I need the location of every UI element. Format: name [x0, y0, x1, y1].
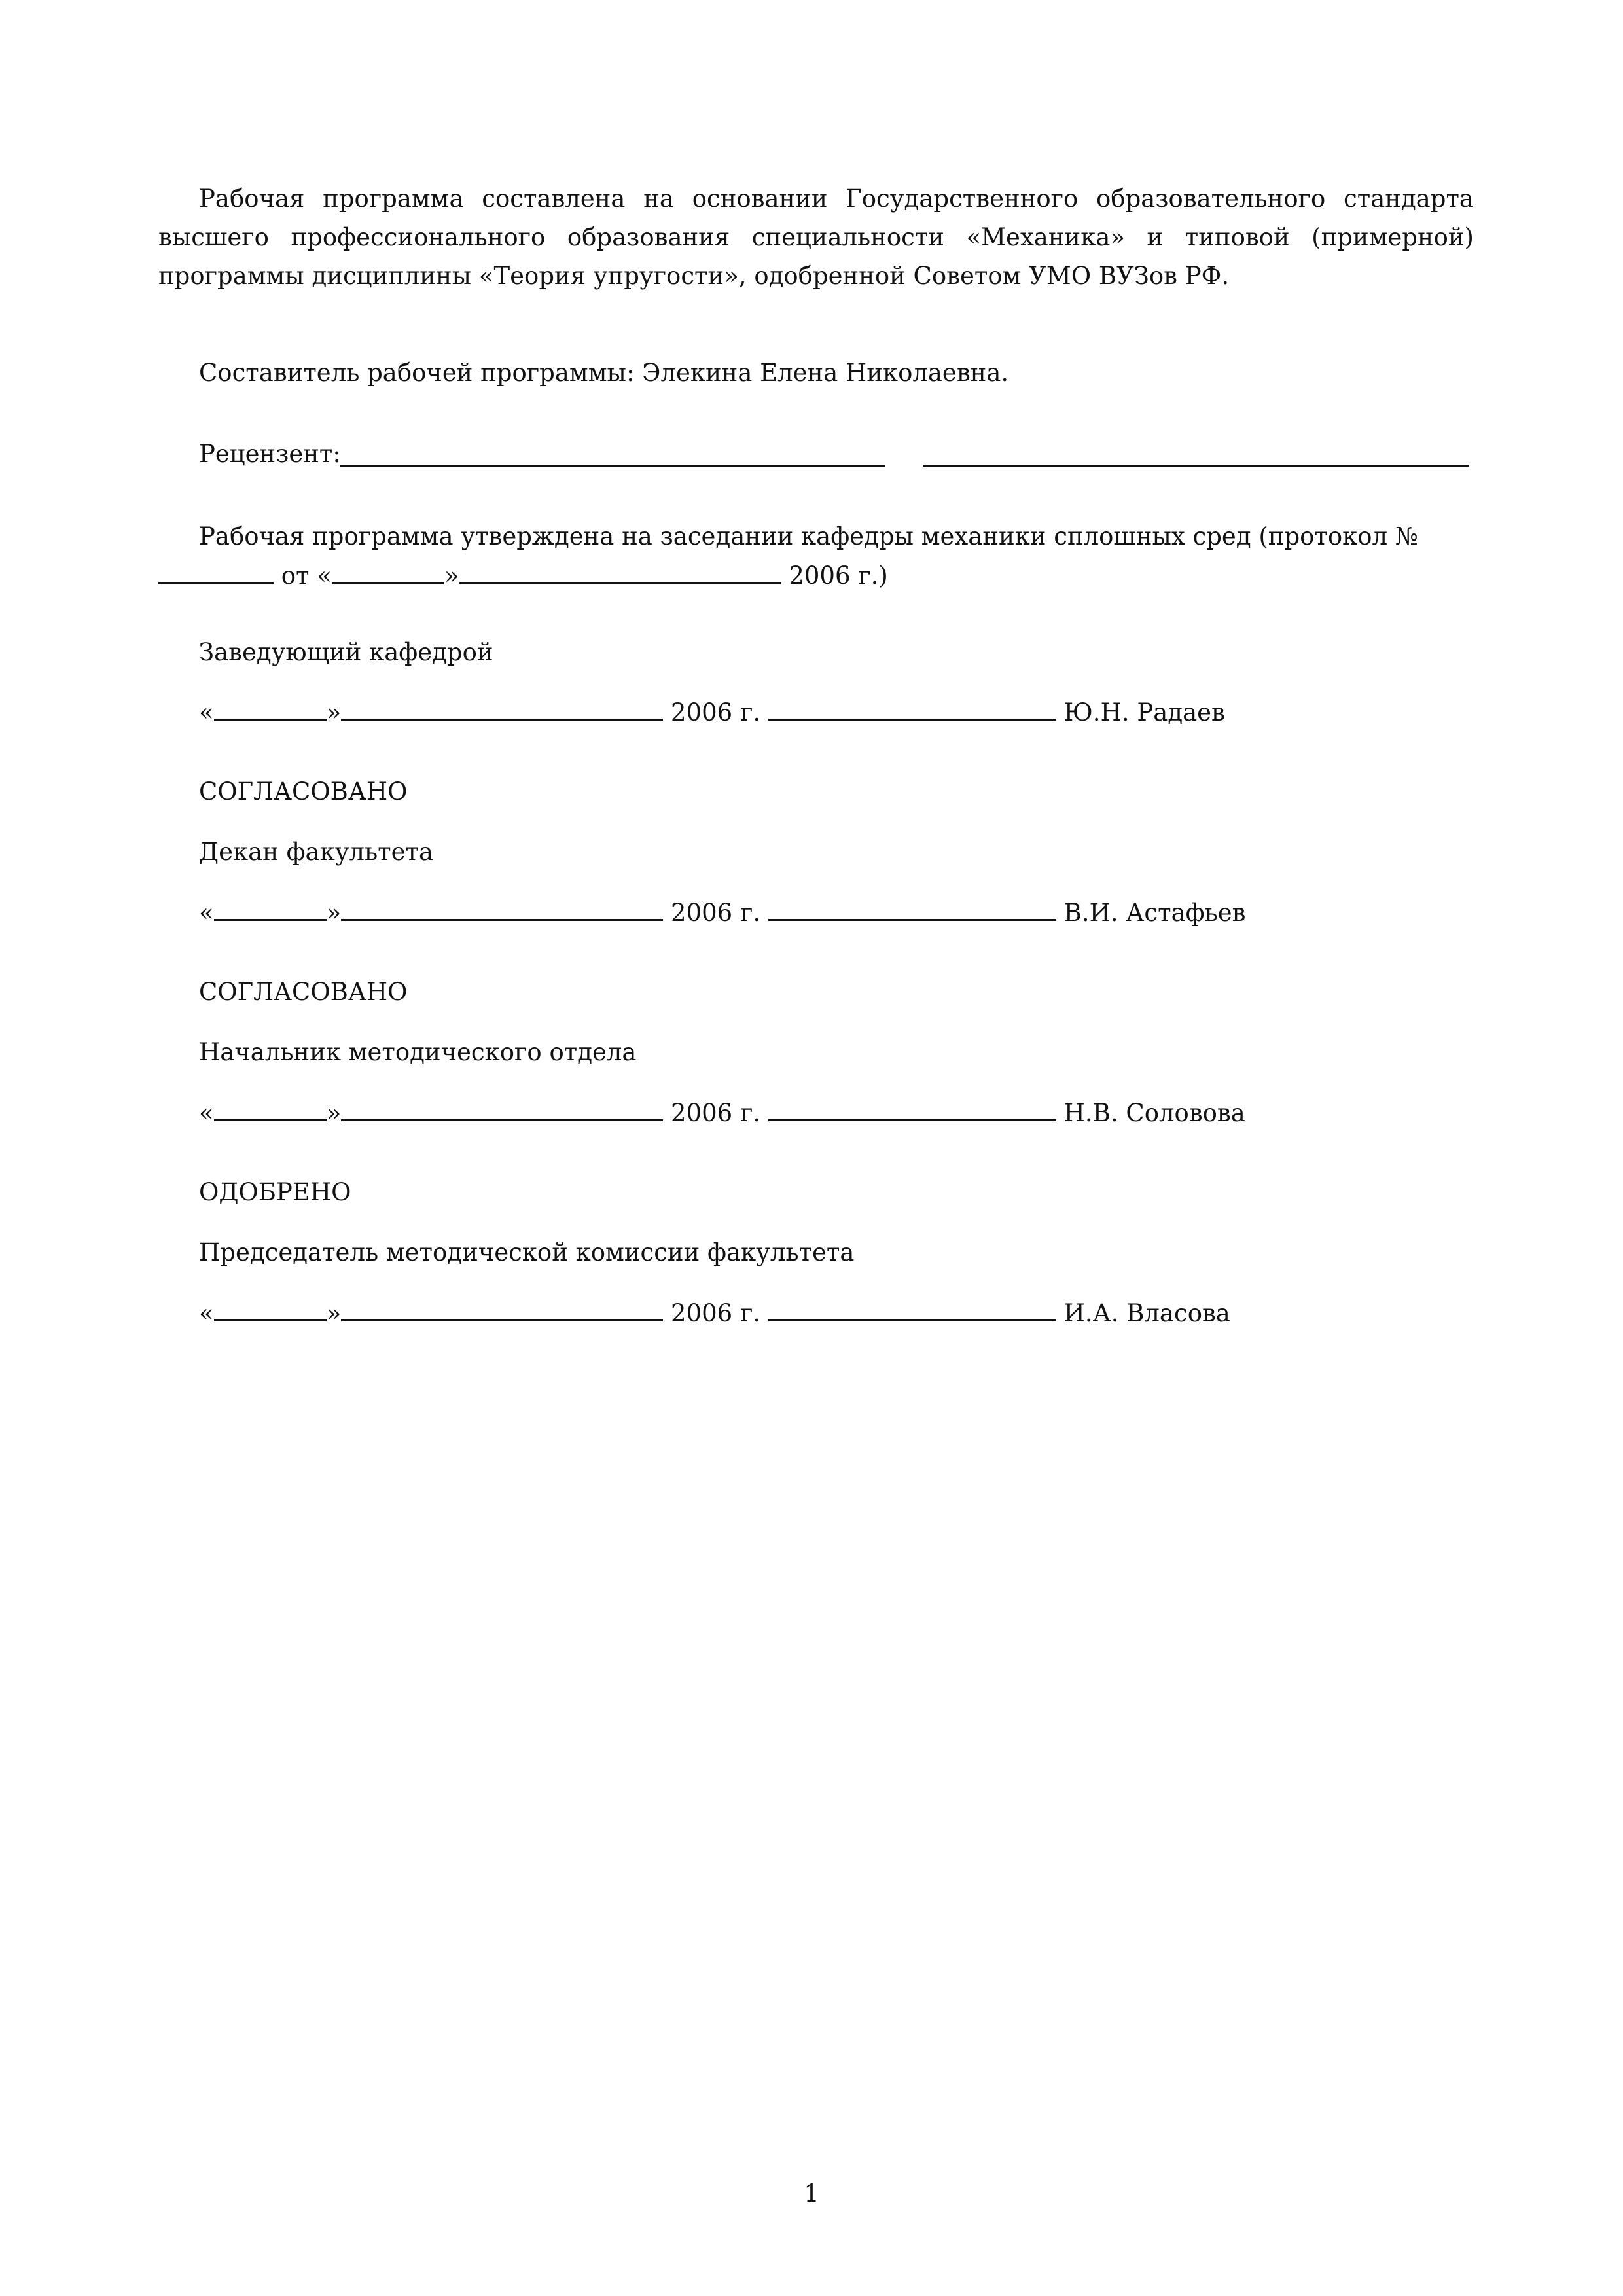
signature-blank	[768, 893, 1056, 921]
month-blank	[341, 1093, 663, 1121]
block-0-role: Заведующий кафедрой	[199, 638, 493, 666]
signer-name: И.А. Власова	[1063, 1299, 1230, 1327]
block-3-heading: ОДОБРЕНО	[199, 1178, 351, 1206]
approval-ot: от	[281, 562, 310, 590]
signature-blank	[768, 1093, 1056, 1121]
block-2-role: Начальник методического отдела	[199, 1038, 637, 1066]
day-blank	[214, 1093, 327, 1121]
day-blank	[214, 1293, 327, 1321]
reviewer-blank-2	[923, 465, 1469, 467]
open-quote: «	[199, 698, 214, 726]
reviewer-label: Рецензент:	[199, 440, 341, 468]
close-quote: »	[326, 698, 342, 726]
approval-text: Рабочая программа утверждена на заседании кафедры механики сплошных сред (протокол №	[199, 522, 1418, 550]
signature-blank	[768, 692, 1056, 721]
block-1-heading: СОГЛАСОВАНО	[199, 778, 408, 806]
year-label: 2006 г.	[671, 1099, 761, 1127]
day-blank	[214, 893, 327, 921]
approval-day-blank	[332, 556, 444, 584]
approval-open-quote: «	[317, 562, 332, 590]
signature-blank	[768, 1293, 1056, 1321]
open-quote: «	[199, 1099, 214, 1127]
protocol-number-blank	[158, 556, 274, 584]
block-1-role: Декан факультета	[199, 838, 434, 866]
year-label: 2006 г.	[671, 899, 761, 927]
month-blank	[341, 1293, 663, 1321]
year-label: 2006 г.	[671, 1299, 761, 1327]
block-3-signature-line	[199, 1293, 1230, 1333]
close-quote: »	[326, 899, 342, 927]
compiler-line: Составитель рабочей программы: Элекина Елена Николаевна.	[199, 359, 1009, 387]
month-blank	[341, 692, 663, 721]
close-quote: »	[326, 1099, 342, 1127]
approval-year: 2006 г.)	[789, 562, 888, 590]
signer-name: В.И. Астафьев	[1063, 899, 1246, 927]
intro-paragraph: Рабочая программа составлена на основании Государственного образовательного стандарта высшего профессионального образования специальности «Механика» и типовой (примерной) программы дисциплины «Теория упругости», одобренной Советом УМО ВУЗов РФ.	[158, 185, 1474, 290]
approval-line-2	[158, 556, 888, 595]
signer-name: Ю.Н. Радаев	[1063, 698, 1225, 726]
block-1-signature-line	[199, 893, 1246, 932]
block-2-heading: СОГЛАСОВАНО	[199, 978, 408, 1006]
block-2-signature-line	[199, 1093, 1245, 1132]
open-quote: «	[199, 1299, 214, 1327]
approval-month-blank	[459, 556, 781, 584]
close-quote: »	[326, 1299, 342, 1327]
block-3-role: Председатель методической комиссии факультета	[199, 1238, 855, 1266]
day-blank	[214, 692, 327, 721]
reviewer-blank-1	[340, 465, 885, 467]
open-quote: «	[199, 899, 214, 927]
signer-name: Н.В. Соловова	[1063, 1099, 1245, 1127]
year-label: 2006 г.	[671, 698, 761, 726]
page-number: 1	[804, 2179, 819, 2208]
approval-close-quote: »	[444, 562, 459, 590]
month-blank	[341, 893, 663, 921]
block-0-signature-line	[199, 692, 1225, 732]
approval-paragraph	[158, 517, 1474, 556]
